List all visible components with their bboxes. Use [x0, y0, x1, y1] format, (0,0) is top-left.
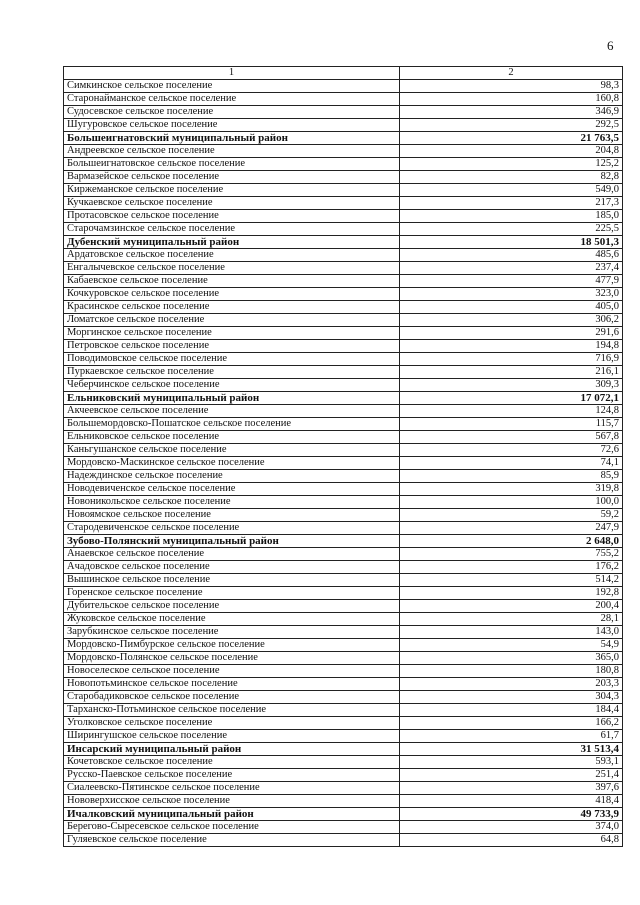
- table-row: [64, 106, 623, 119]
- table-row: [64, 470, 623, 483]
- table-row: [64, 327, 623, 340]
- settlement-value: 237,4: [400, 262, 623, 275]
- table-row: [64, 834, 623, 847]
- district-row: [64, 236, 623, 249]
- settlement-name: Ширингушское сельское поселение: [64, 730, 400, 743]
- table-row: [64, 561, 623, 574]
- settlement-value: 72,6: [400, 444, 623, 457]
- settlement-name: Акчеевское сельское поселение: [64, 405, 400, 418]
- table-row: [64, 340, 623, 353]
- table-row: [64, 509, 623, 522]
- settlement-value: 115,7: [400, 418, 623, 431]
- settlement-name: Горенское сельское поселение: [64, 587, 400, 600]
- settlement-value: 549,0: [400, 184, 623, 197]
- table-row: [64, 301, 623, 314]
- table-row: [64, 782, 623, 795]
- settlement-value: 192,8: [400, 587, 623, 600]
- settlement-value: 176,2: [400, 561, 623, 574]
- district-value: 21 763,5: [400, 132, 623, 145]
- district-value: 17 072,1: [400, 392, 623, 405]
- settlement-name: Вышинское сельское поселение: [64, 574, 400, 587]
- settlement-value: 28,1: [400, 613, 623, 626]
- table-row: [64, 145, 623, 158]
- district-row: [64, 132, 623, 145]
- settlement-name: Берегово-Сыресевское сельское поселение: [64, 821, 400, 834]
- settlement-name: Тарханско-Потьминское сельское поселение: [64, 704, 400, 717]
- settlement-value: 125,2: [400, 158, 623, 171]
- settlement-value: 247,9: [400, 522, 623, 535]
- settlement-value: 292,5: [400, 119, 623, 132]
- settlement-value: 194,8: [400, 340, 623, 353]
- table-row: [64, 600, 623, 613]
- table-row: [64, 366, 623, 379]
- district-name: Ичалковский муниципальный район: [64, 808, 400, 821]
- settlement-name: Новоникольское сельское поселение: [64, 496, 400, 509]
- district-value: 31 513,4: [400, 743, 623, 756]
- settlement-name: Большеигнатовское сельское поселение: [64, 158, 400, 171]
- settlement-name: Симкинское сельское поселение: [64, 80, 400, 93]
- settlement-value: 418,4: [400, 795, 623, 808]
- settlement-value: 166,2: [400, 717, 623, 730]
- district-name: Ельниковский муниципальный район: [64, 392, 400, 405]
- table-body: [64, 80, 623, 847]
- table-row: [64, 652, 623, 665]
- table-row: [64, 678, 623, 691]
- district-name: Зубово-Полянский муниципальный район: [64, 535, 400, 548]
- district-row: [64, 808, 623, 821]
- settlement-name: Андреевское сельское поселение: [64, 145, 400, 158]
- table-row: [64, 496, 623, 509]
- settlement-value: 405,0: [400, 301, 623, 314]
- table-row: [64, 405, 623, 418]
- district-row: [64, 743, 623, 756]
- settlement-value: 143,0: [400, 626, 623, 639]
- settlement-value: 124,8: [400, 405, 623, 418]
- table-row: [64, 93, 623, 106]
- table-row: [64, 314, 623, 327]
- settlement-value: 346,9: [400, 106, 623, 119]
- settlement-name: Енгалычевское сельское поселение: [64, 262, 400, 275]
- settlement-name: Поводимовское сельское поселение: [64, 353, 400, 366]
- district-value: 18 501,3: [400, 236, 623, 249]
- settlement-value: 291,6: [400, 327, 623, 340]
- settlement-name: Стародевиченское сельское поселение: [64, 522, 400, 535]
- settlement-name: Новодевиченское сельское поселение: [64, 483, 400, 496]
- settlement-value: 98,3: [400, 80, 623, 93]
- settlement-name: Кабаевское сельское поселение: [64, 275, 400, 288]
- settlement-value: 365,0: [400, 652, 623, 665]
- district-name: Инсарский муниципальный район: [64, 743, 400, 756]
- settlement-value: 204,8: [400, 145, 623, 158]
- settlement-value: 216,1: [400, 366, 623, 379]
- settlement-name: Протасовское сельское поселение: [64, 210, 400, 223]
- budget-table: [63, 66, 623, 847]
- settlement-value: 306,2: [400, 314, 623, 327]
- settlement-value: 82,8: [400, 171, 623, 184]
- table-row: [64, 444, 623, 457]
- table-row: [64, 756, 623, 769]
- settlement-name: Ардатовское сельское поселение: [64, 249, 400, 262]
- settlement-value: 61,7: [400, 730, 623, 743]
- settlement-name: Нововерхисское сельское поселение: [64, 795, 400, 808]
- settlement-name: Чеберчинское сельское поселение: [64, 379, 400, 392]
- settlement-name: Старобадиковское сельское поселение: [64, 691, 400, 704]
- settlement-name: Новоямское сельское поселение: [64, 509, 400, 522]
- settlement-name: Гуляевское сельское поселение: [64, 834, 400, 847]
- table-row: [64, 665, 623, 678]
- table-row: [64, 691, 623, 704]
- table-row: [64, 80, 623, 93]
- page-number: 6: [607, 38, 614, 53]
- settlement-name: Судосевское сельское поселение: [64, 106, 400, 119]
- table-row: [64, 158, 623, 171]
- table-row: [64, 431, 623, 444]
- table-row: [64, 457, 623, 470]
- table-row: [64, 353, 623, 366]
- settlement-name: Моргинское сельское поселение: [64, 327, 400, 340]
- table-row: [64, 262, 623, 275]
- settlement-value: 593,1: [400, 756, 623, 769]
- table-row: [64, 639, 623, 652]
- settlement-value: 477,9: [400, 275, 623, 288]
- settlement-name: Киржеманское сельское поселение: [64, 184, 400, 197]
- settlement-name: Пуркаевское сельское поселение: [64, 366, 400, 379]
- settlement-name: Ломатское сельское поселение: [64, 314, 400, 327]
- settlement-name: Ельниковское сельское поселение: [64, 431, 400, 444]
- table-row: [64, 184, 623, 197]
- table-row: [64, 288, 623, 301]
- settlement-value: 304,3: [400, 691, 623, 704]
- table-row: [64, 769, 623, 782]
- settlement-value: 225,5: [400, 223, 623, 236]
- table-row: [64, 795, 623, 808]
- column-header-1: 1: [64, 67, 400, 80]
- settlement-value: 185,0: [400, 210, 623, 223]
- settlement-value: 319,8: [400, 483, 623, 496]
- settlement-name: Шугуровское сельское поселение: [64, 119, 400, 132]
- table-row: [64, 613, 623, 626]
- settlement-value: 514,2: [400, 574, 623, 587]
- table-row: [64, 379, 623, 392]
- settlement-name: Большемордовско-Пошатское сельское поселение: [64, 418, 400, 431]
- table-row: [64, 119, 623, 132]
- settlement-value: 184,4: [400, 704, 623, 717]
- table-row: [64, 626, 623, 639]
- settlement-value: 203,3: [400, 678, 623, 691]
- settlement-name: Дубительское сельское поселение: [64, 600, 400, 613]
- settlement-name: Сиалеевско-Пятинское сельское поселение: [64, 782, 400, 795]
- district-row: [64, 535, 623, 548]
- table-row: [64, 275, 623, 288]
- settlement-name: Надеждинское сельское поселение: [64, 470, 400, 483]
- settlement-name: Мордовско-Полянское сельское поселение: [64, 652, 400, 665]
- settlement-value: 323,0: [400, 288, 623, 301]
- settlement-name: Красинское сельское поселение: [64, 301, 400, 314]
- settlement-value: 755,2: [400, 548, 623, 561]
- table-row: [64, 197, 623, 210]
- table-row: [64, 249, 623, 262]
- settlement-value: 59,2: [400, 509, 623, 522]
- district-value: 49 733,9: [400, 808, 623, 821]
- settlement-value: 217,3: [400, 197, 623, 210]
- table-row: [64, 717, 623, 730]
- table-row: [64, 574, 623, 587]
- settlement-value: 567,8: [400, 431, 623, 444]
- table-row: [64, 210, 623, 223]
- table-row: [64, 587, 623, 600]
- table-row: [64, 821, 623, 834]
- district-name: Дубенский муниципальный район: [64, 236, 400, 249]
- district-name: Большеигнатовский муниципальный район: [64, 132, 400, 145]
- district-row: [64, 392, 623, 405]
- settlement-name: Каньгушанское сельское поселение: [64, 444, 400, 457]
- settlement-name: Старонайманское сельское поселение: [64, 93, 400, 106]
- table-row: [64, 548, 623, 561]
- settlement-name: Мордовско-Маскинское сельское поселение: [64, 457, 400, 470]
- table-row: [64, 418, 623, 431]
- settlement-value: 309,3: [400, 379, 623, 392]
- settlement-value: 374,0: [400, 821, 623, 834]
- settlement-name: Кочетовское сельское поселение: [64, 756, 400, 769]
- settlement-name: Мордовско-Пимбурское сельское поселение: [64, 639, 400, 652]
- table-row: [64, 483, 623, 496]
- settlement-value: 160,8: [400, 93, 623, 106]
- settlement-value: 54,9: [400, 639, 623, 652]
- settlement-name: Петровское сельское поселение: [64, 340, 400, 353]
- settlement-name: Зарубкинское сельское поселение: [64, 626, 400, 639]
- settlement-name: Вармазейское сельское поселение: [64, 171, 400, 184]
- settlement-value: 251,4: [400, 769, 623, 782]
- settlement-value: 200,4: [400, 600, 623, 613]
- table-row: [64, 223, 623, 236]
- settlement-name: Жуковское сельское поселение: [64, 613, 400, 626]
- settlement-value: 100,0: [400, 496, 623, 509]
- settlement-value: 180,8: [400, 665, 623, 678]
- settlement-value: 74,1: [400, 457, 623, 470]
- table-row: [64, 171, 623, 184]
- district-value: 2 648,0: [400, 535, 623, 548]
- settlement-name: Уголковское сельское поселение: [64, 717, 400, 730]
- table-row: [64, 704, 623, 717]
- settlement-value: 85,9: [400, 470, 623, 483]
- settlement-name: Русско-Паевское сельское поселение: [64, 769, 400, 782]
- settlement-name: Старочамзинское сельское поселение: [64, 223, 400, 236]
- settlement-name: Кучкаевское сельское поселение: [64, 197, 400, 210]
- settlement-name: Анаевское сельское поселение: [64, 548, 400, 561]
- settlement-name: Новоселеское сельское поселение: [64, 665, 400, 678]
- table-row: [64, 730, 623, 743]
- settlement-name: Новопотьминское сельское поселение: [64, 678, 400, 691]
- settlement-value: 485,6: [400, 249, 623, 262]
- settlement-value: 397,6: [400, 782, 623, 795]
- column-header-2: 2: [400, 67, 623, 80]
- table-row: [64, 522, 623, 535]
- settlement-name: Ачадовское сельское поселение: [64, 561, 400, 574]
- settlement-name: Кочкуровское сельское поселение: [64, 288, 400, 301]
- table-header-row: [64, 67, 623, 80]
- settlement-value: 64,8: [400, 834, 623, 847]
- settlement-value: 716,9: [400, 353, 623, 366]
